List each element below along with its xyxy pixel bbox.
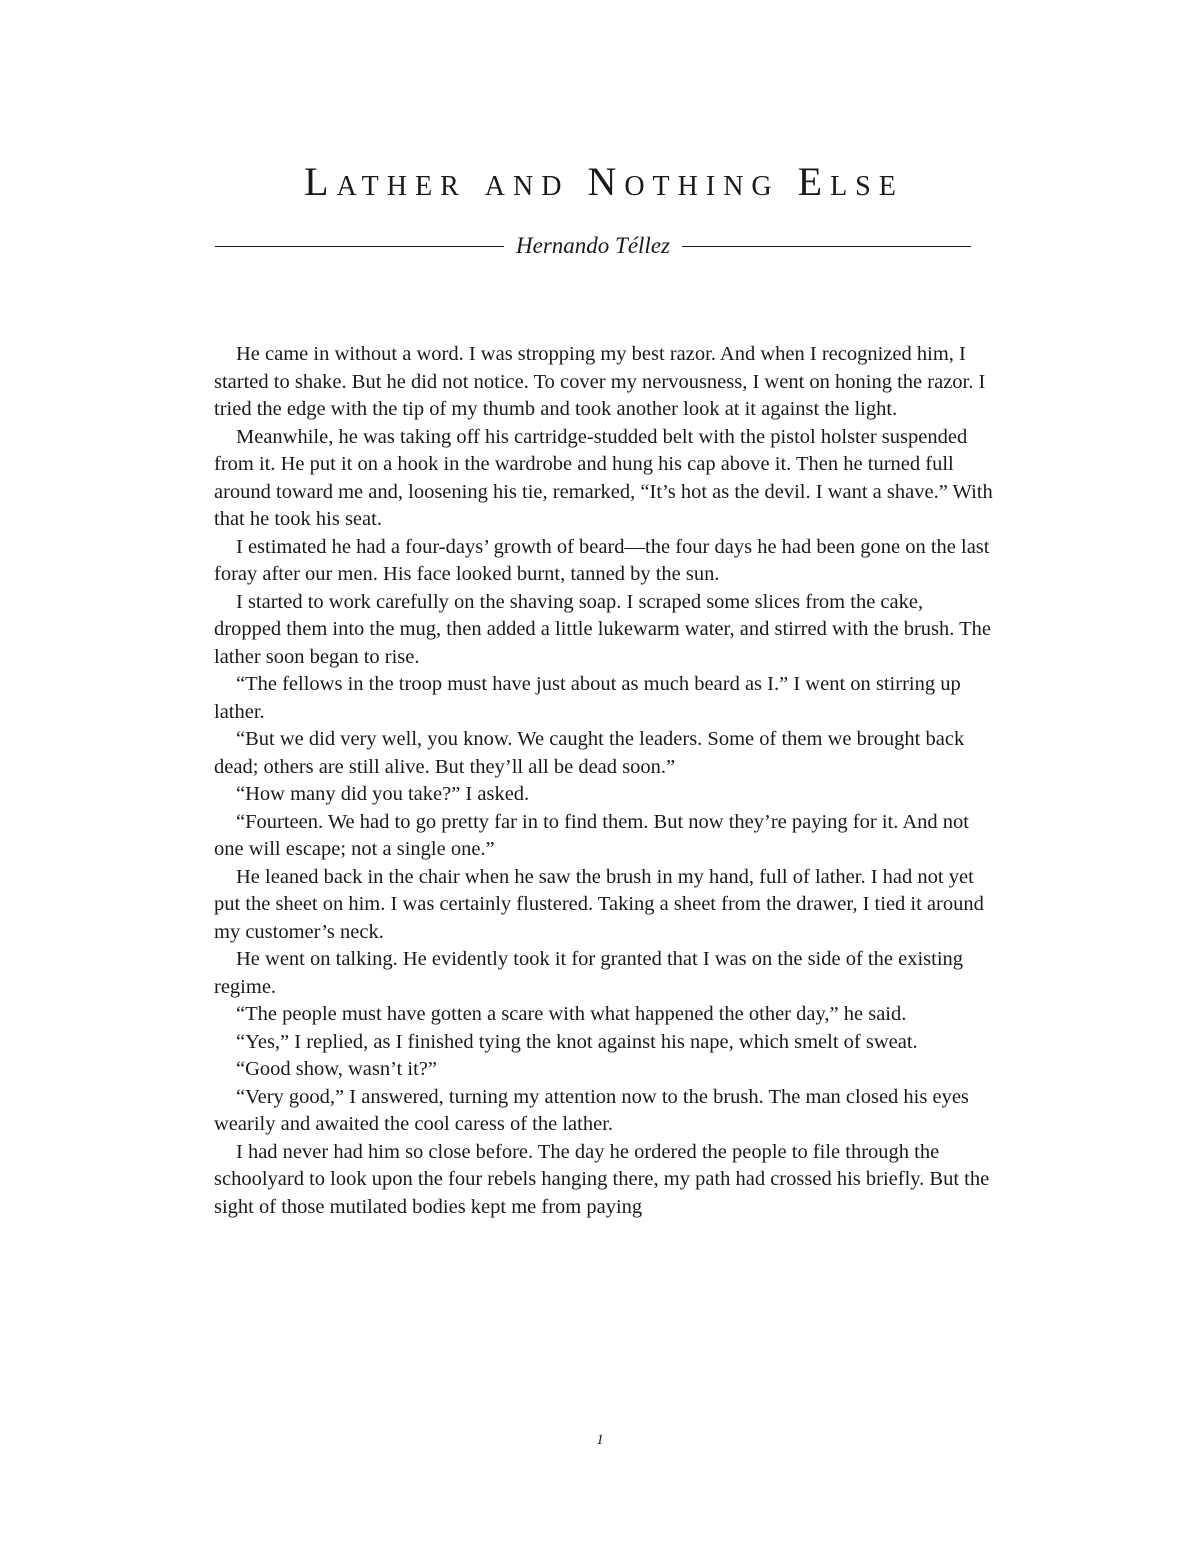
paragraph: He came in without a word. I was stropping my best razor. And when I recognized him, I started to shake. But he did not notice. To cover my nervousness, I went on honing the razor. I tried the edge with the tip of my thumb and took another look at it against the light. xyxy=(214,343,986,420)
paragraph: “The people must have gotten a scare with what happened the other day,” he said. xyxy=(236,1003,907,1025)
paragraph: He went on talking. He evidently took it for granted that I was on the side of the existing regime. xyxy=(214,948,964,998)
paragraph: “Fourteen. We had to go pretty far in to find them. But now they’re paying for it. And not one will escape; not a single one.” xyxy=(214,810,969,860)
paragraph: “How many did you take?” I asked. xyxy=(236,783,530,805)
paragraph: Meanwhile, he was taking off his cartridge-studded belt with the pistol holster suspended from it. He put it on a hook in the wardrobe and hung his cap above it. Then he turned full around toward me and, loosening his tie, remarked, “It’s hot as the devil. I want a shave.” With that he took his seat. xyxy=(214,425,993,530)
paragraph: “The fellows in the troop must have just about as much beard as I.” I went on stirring up lather. xyxy=(214,673,961,723)
paragraph: I had never had him so close before. The day he ordered the people to file through the schoolyard to look upon the four rebels hanging there, my path had crossed his briefly. But the sight of those mutilated bodies kept me from paying xyxy=(214,1140,990,1218)
paragraph: “Yes,” I replied, as I finished tying the knot against his nape, which smelt of sweat. xyxy=(236,1030,918,1053)
paragraph: He leaned back in the chair when he saw the brush in my hand, full of lather. I had not yet put the sheet on him. I was certainly flustered. Taking a sheet from the drawer, I tied it around my customer’s neck. xyxy=(214,865,984,943)
byline xyxy=(215,228,971,264)
paragraph: I started to work carefully on the shaving soap. I scraped some slices from the cake, dropped them into the mug, then added a little lukewarm water, and stirred with the brush. The lather soon began to rise. xyxy=(214,590,992,668)
page-title: Lather and Nothing Else xyxy=(304,159,904,204)
story-body xyxy=(214,341,994,1221)
byline-rule-left xyxy=(215,246,504,247)
byline-rule-right xyxy=(682,246,971,247)
author-name: Hernando Téllez xyxy=(516,233,670,258)
paragraph: I estimated he had a four-days’ growth of beard—the four days he had been gone on the last foray after our men. His face looked burnt, tanned by the sun. xyxy=(214,535,990,585)
paragraph: “But we did very well, you know. We caught the leaders. Some of them we brought back dead; others are still alive. But they’ll all be dead soon.” xyxy=(214,728,965,778)
page-number: 1 xyxy=(596,1432,604,1448)
paragraph: “Very good,” I answered, turning my attention now to the brush. The man closed his eyes wearily and awaited the cool caress of the lather. xyxy=(214,1085,969,1135)
paragraph: “Good show, wasn’t it?” xyxy=(236,1058,437,1080)
